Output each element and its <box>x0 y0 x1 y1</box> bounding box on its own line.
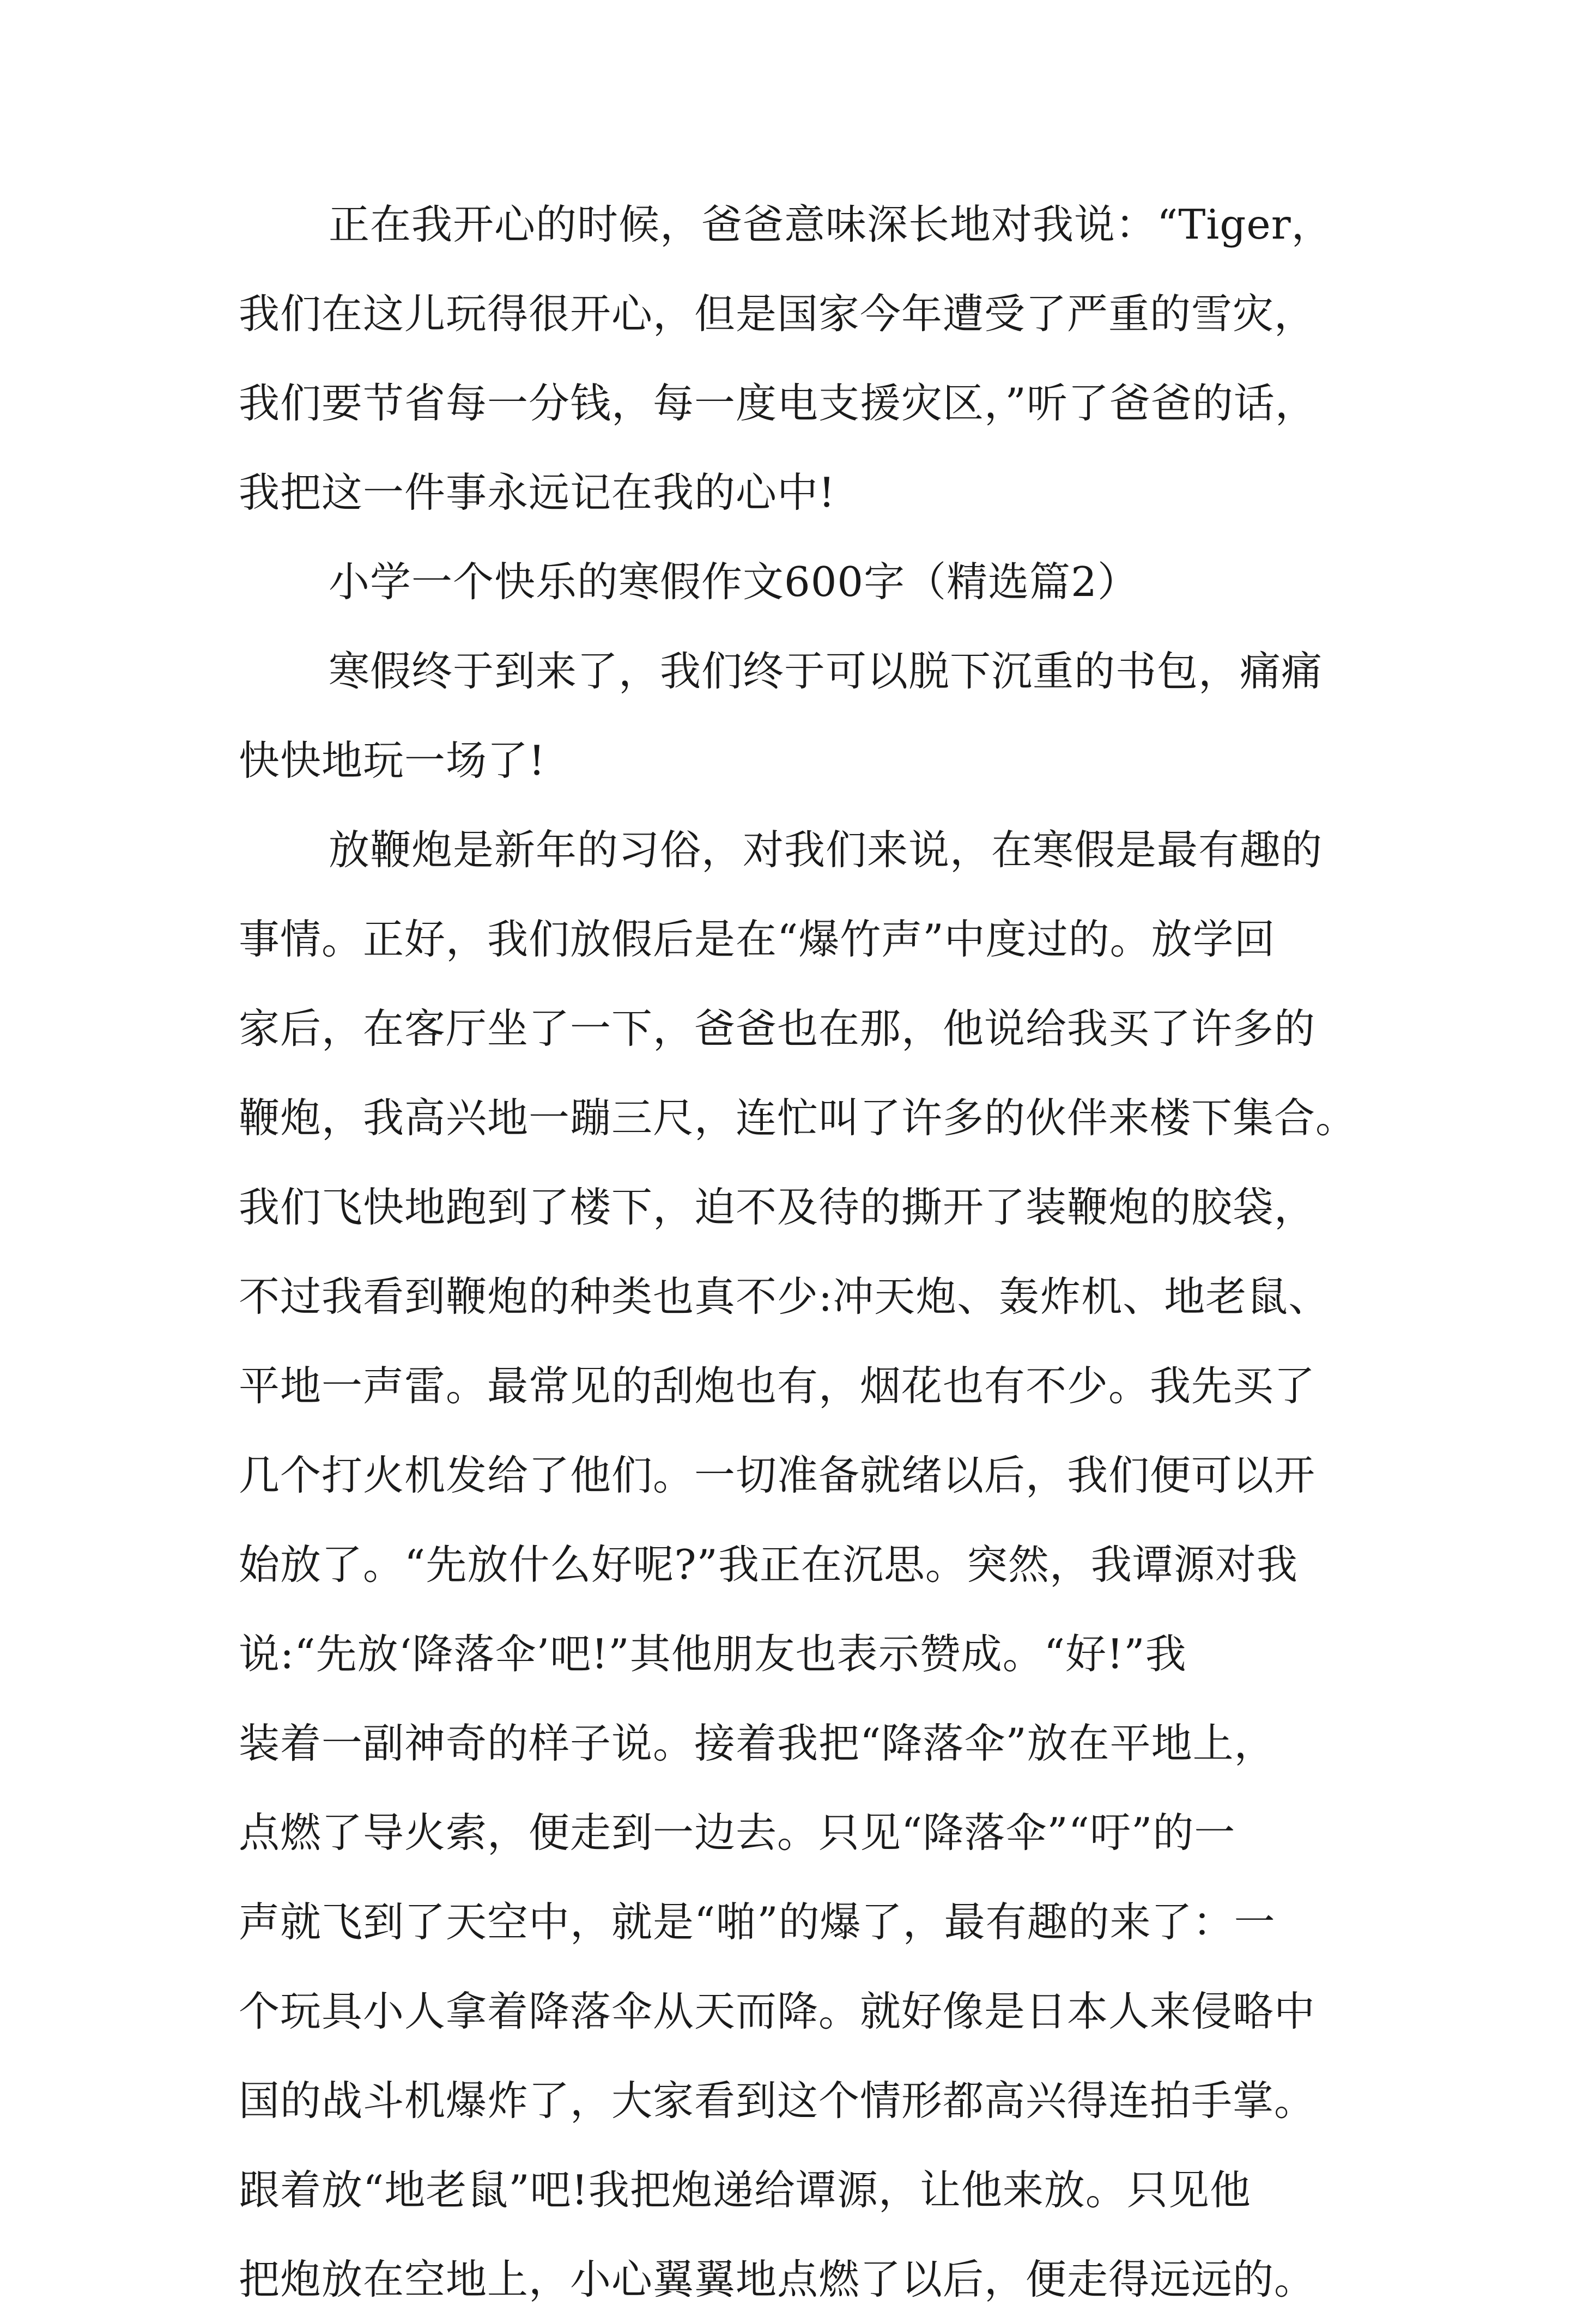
paragraph-line: 说:“先放‘降落伞’吧!”其他朋友也表示赞成。“好!”我 <box>239 1630 1187 1678</box>
paragraph-line: 几个打火机发给了他们。一切准备就绪以后，我们便可以开 <box>239 1451 1316 1499</box>
paragraph-line: 我们飞快地跑到了楼下，迫不及待的撕开了装鞭炮的胶袋， <box>239 1183 1316 1231</box>
paragraph-line: 跟着放“地老鼠”吧!我把炮递给谭源，让他来放。只见他 <box>239 2166 1251 2214</box>
paragraph-line: 始放了。“先放什么好呢?”我正在沉思。突然，我谭源对我 <box>239 1541 1298 1589</box>
paragraph-line: 放鞭炮是新年的习俗，对我们来说，在寒假是最有趣的 <box>329 826 1323 874</box>
paragraph-line: 寒假终于到来了，我们终于可以脱下沉重的书包，痛痛 <box>329 647 1323 695</box>
paragraph-line: 家后，在客厅坐了一下，爸爸也在那，他说给我买了许多的 <box>239 1005 1316 1053</box>
paragraph-line: 把炮放在空地上，小心翼翼地点燃了以后，便走得远远的。 <box>239 2255 1316 2303</box>
paragraph-line: 正在我开心的时候，爸爸意味深长地对我说：“Tiger， <box>329 200 1333 248</box>
paragraph-line: 我们在这儿玩得很开心，但是国家今年遭受了严重的雪灾， <box>239 290 1316 338</box>
paragraph-line: 我把这一件事永远记在我的心中! <box>239 469 836 516</box>
paragraph-line: 个玩具小人拿着降落伞从天而降。就好像是日本人来侵略中 <box>239 1987 1316 2035</box>
paragraph-line: 点燃了导火索，便走到一边去。只见“降落伞”“吁”的一 <box>239 1809 1236 1857</box>
paragraph-line: 快快地玩一场了! <box>239 737 546 784</box>
paragraph-line: 鞭炮，我高兴地一蹦三尺，连忙叫了许多的伙伴来楼下集合。 <box>239 1094 1357 1142</box>
paragraph-line: 我们要节省每一分钱，每一度电支援灾区，”听了爸爸的话， <box>239 379 1317 427</box>
section-heading: 小学一个快乐的寒假作文600字（精选篇2） <box>329 558 1139 606</box>
paragraph-line: 事情。正好，我们放假后是在“爆竹声”中度过的。放学回 <box>239 915 1276 963</box>
paragraph-line: 装着一副神奇的样子说。接着我把“降落伞”放在平地上， <box>239 1719 1276 1767</box>
document-body <box>239 180 1361 2324</box>
paragraph-line: 国的战斗机爆炸了，大家看到这个情形都高兴得连拍手掌。 <box>239 2077 1316 2125</box>
paragraph-line: 平地一声雷。最常见的刮炮也有，烟花也有不少。我先买了 <box>239 1362 1316 1410</box>
paragraph-line: 不过我看到鞭炮的种类也真不少:冲天炮、轰炸机、地老鼠、 <box>239 1273 1330 1321</box>
paragraph-line: 声就飞到了天空中，就是“啪”的爆了，最有趣的来了：一 <box>239 1898 1276 1946</box>
